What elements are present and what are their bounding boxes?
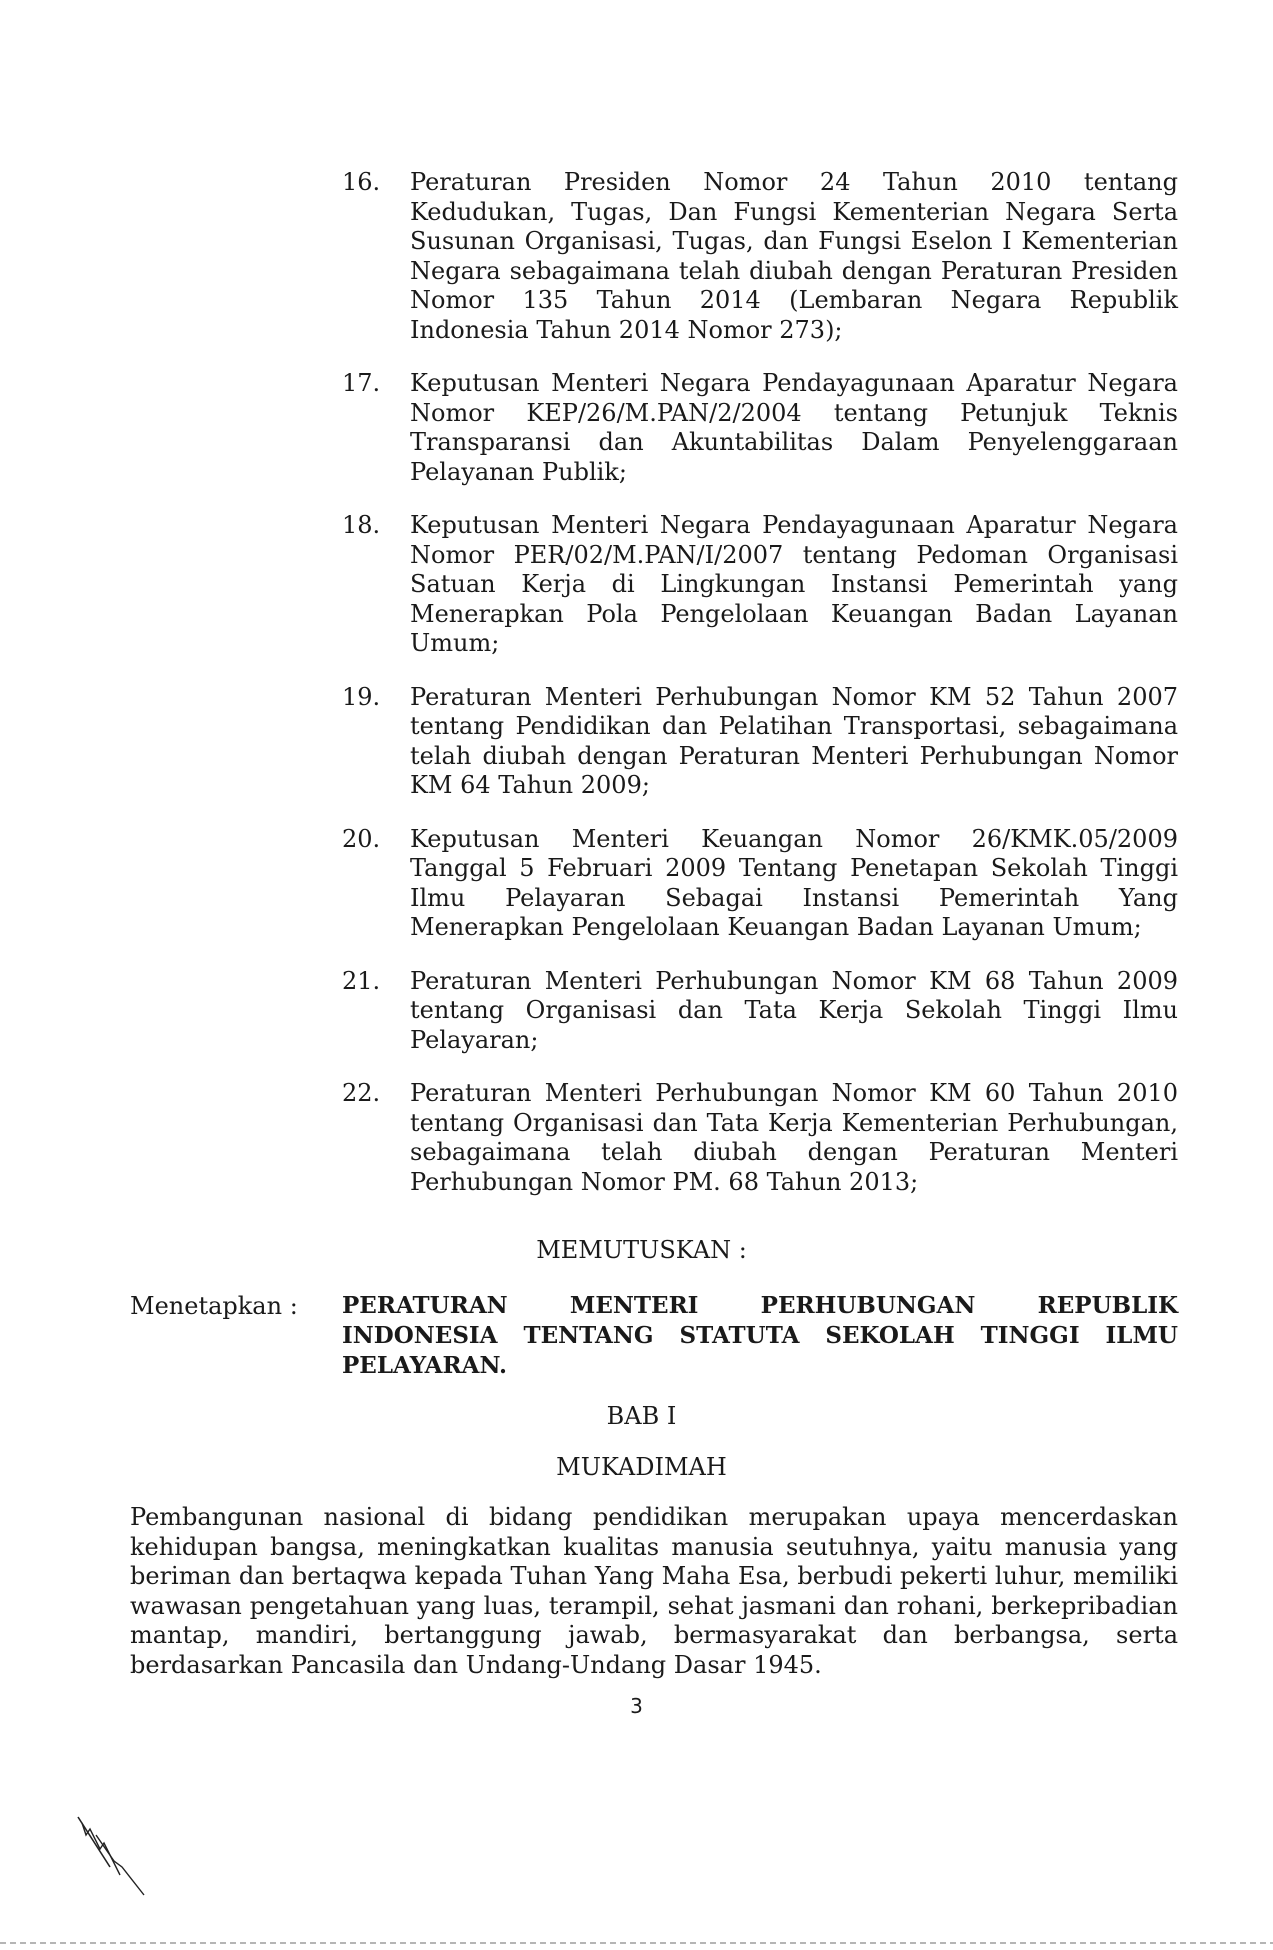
- memutuskan-heading: MEMUTUSKAN :: [536, 1236, 747, 1264]
- page-number: 3: [630, 1694, 643, 1718]
- list-item: [342, 369, 1178, 487]
- initial-mark-icon: [70, 1815, 160, 1905]
- item-number: 17.: [342, 369, 381, 397]
- list-item: [342, 1079, 1178, 1197]
- page-edge-line: [0, 1942, 1273, 1944]
- item-text: Keputusan Menteri Negara Pendayagunaan Aparatur Negara Nomor KEP/26/M.PAN/2/2004 tentang Petunjuk Teknis Transparansi dan Akuntabilitas Dalam Penyelenggaraan Pelayanan Publik;: [410, 369, 1178, 486]
- list-item: [342, 683, 1178, 801]
- item-text: Peraturan Menteri Perhubungan Nomor KM 52 Tahun 2007 tentang Pendidikan dan Pelatihan Transportasi, sebagaimana telah diubah dengan Peraturan Menteri Perhubungan Nomor KM 64 Tahun 2009;: [410, 682, 1178, 799]
- item-text: Keputusan Menteri Negara Pendayagunaan Aparatur Negara Nomor PER/02/M.PAN/I/2007 tentang Pedoman Organisasi Satuan Kerja di Lingkungan Instansi Pemerintah yang Menerapkan Pola Pengelolaan Keuangan Badan Layanan Umum;: [410, 511, 1178, 657]
- list-item: [342, 511, 1178, 659]
- item-number: 20.: [342, 824, 381, 853]
- item-text: Peraturan Presiden Nomor 24 Tahun 2010 tentang Kedudukan, Tugas, Dan Fungsi Kementerian Negara Serta Susunan Organisasi, Tugas, dan Fungsi Eselon I Kementerian Negara sebagaimana telah diubah dengan Peraturan Presiden Nomor 135 Tahun 2014 (Lembaran Negara Republik Indonesia Tahun 2014 Nomor 273);: [410, 168, 1178, 344]
- chapter-heading: BAB I: [606, 1402, 677, 1430]
- item-text: Peraturan Menteri Perhubungan Nomor KM 68 Tahun 2009 tentang Organisasi dan Tata Kerja Sekolah Tinggi Ilmu Pelayaran;: [410, 966, 1178, 1054]
- menetapkan-label: Menetapkan :: [130, 1292, 298, 1320]
- list-item: [342, 825, 1178, 943]
- item-text: Keputusan Menteri Keuangan Nomor 26/KMK.05/2009 Tanggal 5 Februari 2009 Tentang Penetapan Sekolah Tinggi Ilmu Pelayaran Sebagai Instansi Pemerintah Yang Menerapkan Pengelolaan Keuangan Badan Layanan Umum;: [410, 824, 1178, 941]
- preamble-paragraph: Pembangunan nasional di bidang pendidikan merupakan upaya mencerdaskan kehidupan bangsa, meningkatkan kualitas manusia seutuhnya, yaitu manusia yang beriman dan bertaqwa kepada Tuhan Yang Maha Esa, berbudi pekerti luhur, memiliki wawasan pengetahuan yang luas, terampil, sehat jasmani dan rohani, berkepribadian mantap, mandiri, bertanggung jawab, bermasyarakat dan berbangsa, serta berdasarkan Pancasila dan Undang-Undang Dasar 1945.: [130, 1503, 1178, 1679]
- decree-title: PERATURAN MENTERI PERHUBUNGAN REPUBLIK INDONESIA TENTANG STATUTA SEKOLAH TINGGI ILMU PELAYARAN.: [342, 1292, 1178, 1379]
- item-number: 22.: [342, 1079, 381, 1107]
- section-heading: MUKADIMAH: [556, 1453, 727, 1481]
- item-text: Peraturan Menteri Perhubungan Nomor KM 60 Tahun 2010 tentang Organisasi dan Tata Kerja Kementerian Perhubungan, sebagaimana telah diubah dengan Peraturan Menteri Perhubungan Nomor PM. 68 Tahun 2013;: [410, 1079, 1178, 1196]
- list-item: [342, 168, 1178, 345]
- item-number: 16.: [342, 168, 381, 196]
- item-number: 18.: [342, 511, 381, 539]
- legal-basis-list: [342, 168, 1178, 1221]
- item-number: 19.: [342, 682, 381, 711]
- list-item: [342, 967, 1178, 1056]
- item-number: 21.: [342, 966, 381, 995]
